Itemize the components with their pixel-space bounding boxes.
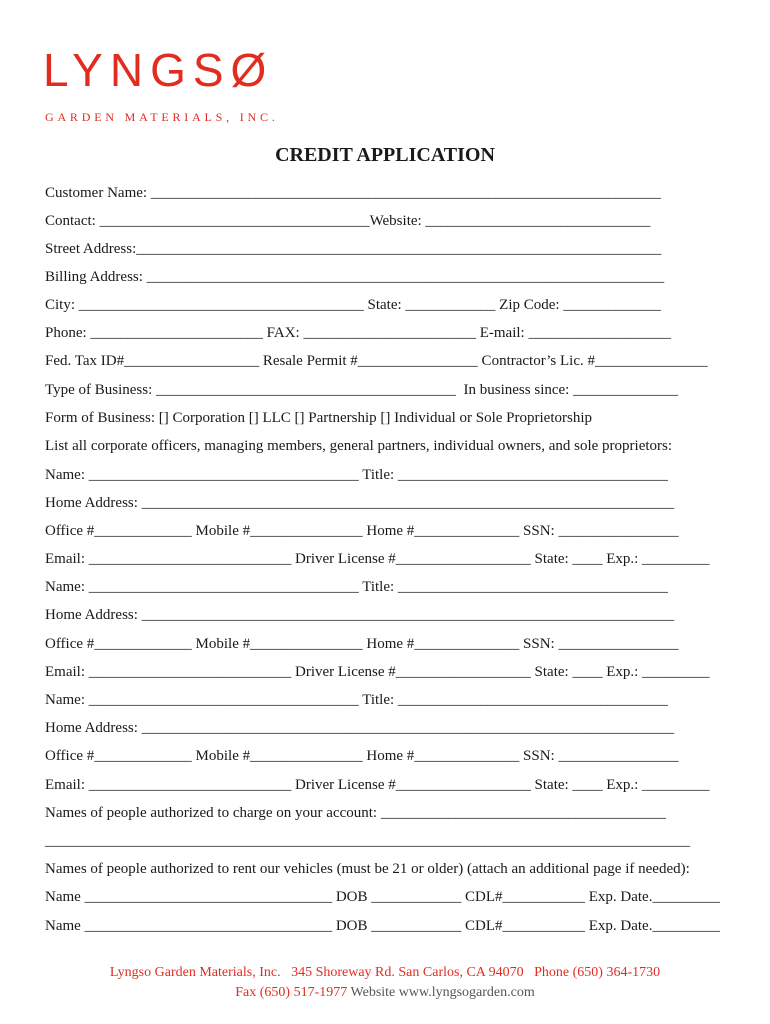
street-address-field[interactable]: Street Address:______________________________________________________________________ [45, 241, 662, 257]
officer-3-home-address-field[interactable]: Home Address: _______________________________________________________________________ [45, 720, 675, 736]
tax-permit-license-field[interactable]: Fed. Tax ID#__________________ Resale Permit #________________ Contractor’s Lic. #_______________ [45, 353, 708, 369]
officers-instruction: List all corporate officers, managing members, general partners, individual owners, and sole proprietors: [45, 438, 673, 454]
contact-website-field[interactable]: Contact: ____________________________________Website: ______________________________ [45, 213, 651, 229]
officer-3-email-license-field[interactable]: Email: ___________________________ Driver License #__________________ State: ____ Exp.: _________ [45, 777, 710, 793]
form-of-business-options[interactable]: Form of Business: [] Corporation [] LLC [] Partnership [] Individual or Sole Proprietorship [45, 410, 593, 426]
phone-fax-email-field[interactable]: Phone: _______________________ FAX: _______________________ E-mail: ___________________ [45, 325, 671, 341]
officer-2-home-address-field[interactable]: Home Address: _______________________________________________________________________ [45, 607, 675, 623]
customer-name-field[interactable]: Customer Name: ____________________________________________________________________ [45, 185, 661, 201]
officer-2-name-title-field[interactable]: Name: ____________________________________ Title: ____________________________________ [45, 579, 668, 595]
footer-fax: Fax (650) 517-1977 [235, 985, 348, 1000]
officer-1-home-address-field[interactable]: Home Address: _______________________________________________________________________ [45, 495, 675, 511]
company-logo: LYNGSØ [43, 44, 274, 96]
officer-1-name-title-field[interactable]: Name: ____________________________________ Title: ____________________________________ [45, 467, 668, 483]
driver-2-field[interactable]: Name _________________________________ DOB ____________ CDL#___________ Exp. Date._________ [45, 918, 720, 934]
city-state-zip-field[interactable]: City: ______________________________________ State: ____________ Zip Code: _____________ [45, 297, 661, 313]
footer-website-link[interactable]: www.lyngsogarden.com [398, 985, 535, 1000]
footer-website-label: Website [350, 985, 396, 1000]
vehicle-rental-instruction: Names of people authorized to rent our vehicles (must be 21 or older) (attach an additional page if needed): [45, 861, 690, 877]
officer-2-phones-ssn-field[interactable]: Office #_____________ Mobile #_______________ Home #______________ SSN: ________________ [45, 636, 679, 652]
company-logo-subtitle: GARDEN MATERIALS, INC. [45, 110, 279, 124]
billing-address-field[interactable]: Billing Address: _____________________________________________________________________ [45, 269, 665, 285]
officer-3-name-title-field[interactable]: Name: ____________________________________ Title: ____________________________________ [45, 692, 668, 708]
driver-1-field[interactable]: Name _________________________________ DOB ____________ CDL#___________ Exp. Date._________ [45, 889, 720, 905]
authorized-charge-continuation-field[interactable]: ______________________________________________________________________________________ [45, 833, 690, 849]
footer-fax-website [0, 984, 770, 1002]
officer-1-phones-ssn-field[interactable]: Office #_____________ Mobile #_______________ Home #______________ SSN: ________________ [45, 523, 679, 539]
officer-3-phones-ssn-field[interactable]: Office #_____________ Mobile #_______________ Home #______________ SSN: ________________ [45, 748, 679, 764]
page-title: CREDIT APPLICATION [275, 144, 495, 166]
officer-1-email-license-field[interactable]: Email: ___________________________ Driver License #__________________ State: ____ Exp.: _________ [45, 551, 710, 567]
business-type-field[interactable]: Type of Business: ________________________________________ In business since: ______________ [45, 382, 679, 398]
footer-address-phone: Lyngso Garden Materials, Inc. 345 Shoreway Rd. San Carlos, CA 94070 Phone (650) 364-1730 [109, 965, 661, 980]
authorized-charge-field[interactable]: Names of people authorized to charge on your account: ______________________________________ [45, 805, 666, 821]
officer-2-email-license-field[interactable]: Email: ___________________________ Driver License #__________________ State: ____ Exp.: _________ [45, 664, 710, 680]
